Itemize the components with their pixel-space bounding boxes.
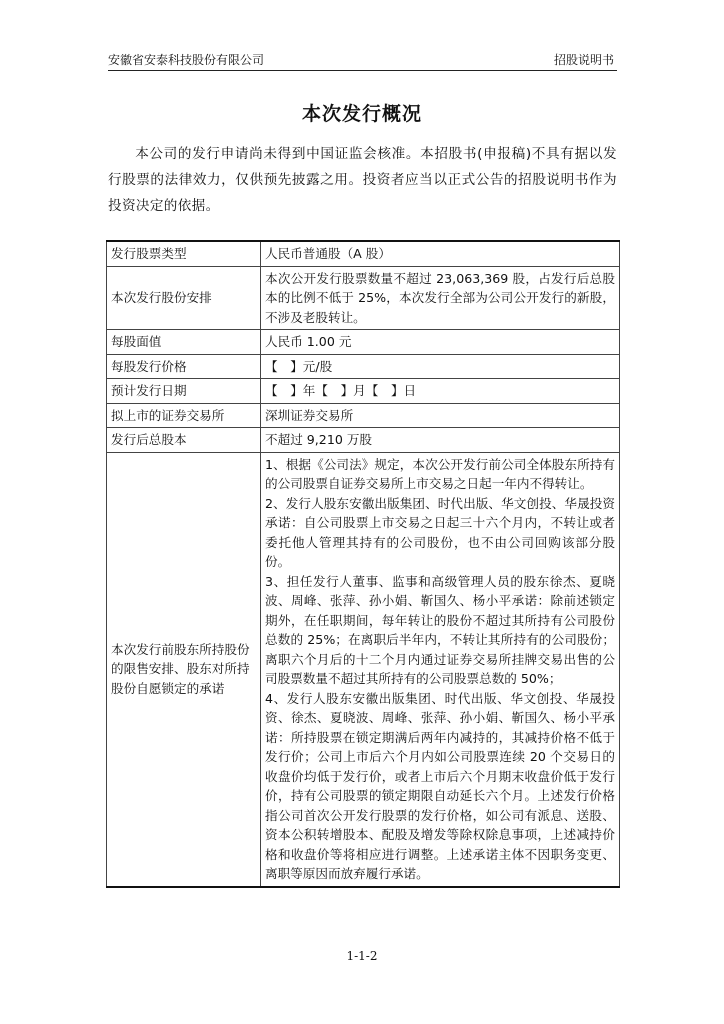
lockup-commitments bbox=[261, 452, 620, 887]
lockup-label: 本次发行前股东所持股份的限售安排、股东对所持股份自愿锁定的承诺 bbox=[107, 452, 261, 887]
row-label: 每股发行价格 bbox=[107, 354, 261, 379]
table-row-lockup bbox=[107, 452, 620, 887]
intro-paragraph bbox=[108, 141, 617, 219]
intro-text: 本公司的发行申请尚未得到中国证监会核准。本招股书(申报稿)不具有据以发行股票的法律效力，仅供预先披露之用。投资者应当以正式公告的招股说明书作为投资决定的依据。 bbox=[108, 146, 617, 214]
row-label: 拟上市的证券交易所 bbox=[107, 403, 261, 428]
row-value: 人民币普通股（A 股） bbox=[261, 241, 620, 266]
row-value: 人民币 1.00 元 bbox=[261, 330, 620, 355]
table-row bbox=[107, 266, 620, 330]
header-doc-type: 招股说明书 bbox=[553, 53, 614, 67]
row-label: 发行股票类型 bbox=[107, 241, 261, 266]
table-row bbox=[107, 403, 620, 428]
page-title: 本次发行概况 bbox=[301, 103, 422, 125]
table-row bbox=[107, 428, 620, 453]
lockup-item: 1、根据《公司法》规定，本次公开发行前公司全体股东所持有的公司股票自证券交易所上市交易之日起一年内不得转让。 bbox=[265, 456, 615, 491]
offering-summary-table bbox=[106, 240, 620, 888]
table-row bbox=[107, 330, 620, 355]
row-value: 【 】年【 】月【 】日 bbox=[261, 379, 620, 404]
lockup-item: 2、发行人股东安徽出版集团、时代出版、华文创投、华晟投资承诺：自公司股票上市交易之日起三十六个月内，不转让或者委托他人管理其持有的公司股份，也不由公司回购该部分股份。 bbox=[265, 495, 615, 569]
row-label: 每股面值 bbox=[107, 330, 261, 355]
row-value: 深圳证券交易所 bbox=[261, 403, 620, 428]
header-company: 安徽省安泰科技股份有限公司 bbox=[108, 53, 265, 67]
lockup-item: 4、发行人股东安徽出版集团、时代出版、华文创投、华晟投资、徐杰、夏晓波、周峰、张萍、孙小娟、靳国久、杨小平承诺：所持股票在锁定期满后两年内减持的，其减持价格不低于发行价；公司上市后六个月内如公司股票连续 20 个交易日的收盘价均低于发行价，或者上市后六个月期末收盘价低于发行价，持有公司股票的锁定期限自动延长六个月。上述发行价格指公司首次公开发行股票的发行价格，如公司有派息、送股、资本公积转增股本、配股及增发等除权除息事项，上述减持价格和收盘价等将相应进行调整。上述承诺主体不因职务变更、离职等原因而放弃履行承诺。 bbox=[265, 690, 615, 881]
row-value: 【 】元/股 bbox=[261, 354, 620, 379]
row-value: 不超过 9,210 万股 bbox=[261, 428, 620, 453]
page-number: 1-1-2 bbox=[346, 949, 378, 963]
row-label: 发行后总股本 bbox=[107, 428, 261, 453]
row-value: 本次公开发行股票数量不超过 23,063,369 股，占发行后总股本的比例不低于 25%，本次发行全部为公司公开发行的新股，不涉及老股转让。 bbox=[261, 266, 620, 330]
table-row bbox=[107, 241, 620, 266]
lockup-item: 3、担任发行人董事、监事和高级管理人员的股东徐杰、夏晓波、周峰、张萍、孙小娟、靳国久、杨小平承诺：除前述锁定期外，在任职期间，每年转让的股份不超过其所持有公司股份总数的 25%；在离职后半年内，不转让其所持有的公司股份；离职六个月后的十二个月内通过证券交易所挂牌交易出售的公司股票数量不超过其所持有的公司股票总数的 50%； bbox=[265, 573, 615, 686]
table-row bbox=[107, 379, 620, 404]
table-row bbox=[107, 354, 620, 379]
row-label: 预计发行日期 bbox=[107, 379, 261, 404]
page-header bbox=[108, 50, 617, 71]
row-label: 本次发行股份安排 bbox=[107, 266, 261, 330]
